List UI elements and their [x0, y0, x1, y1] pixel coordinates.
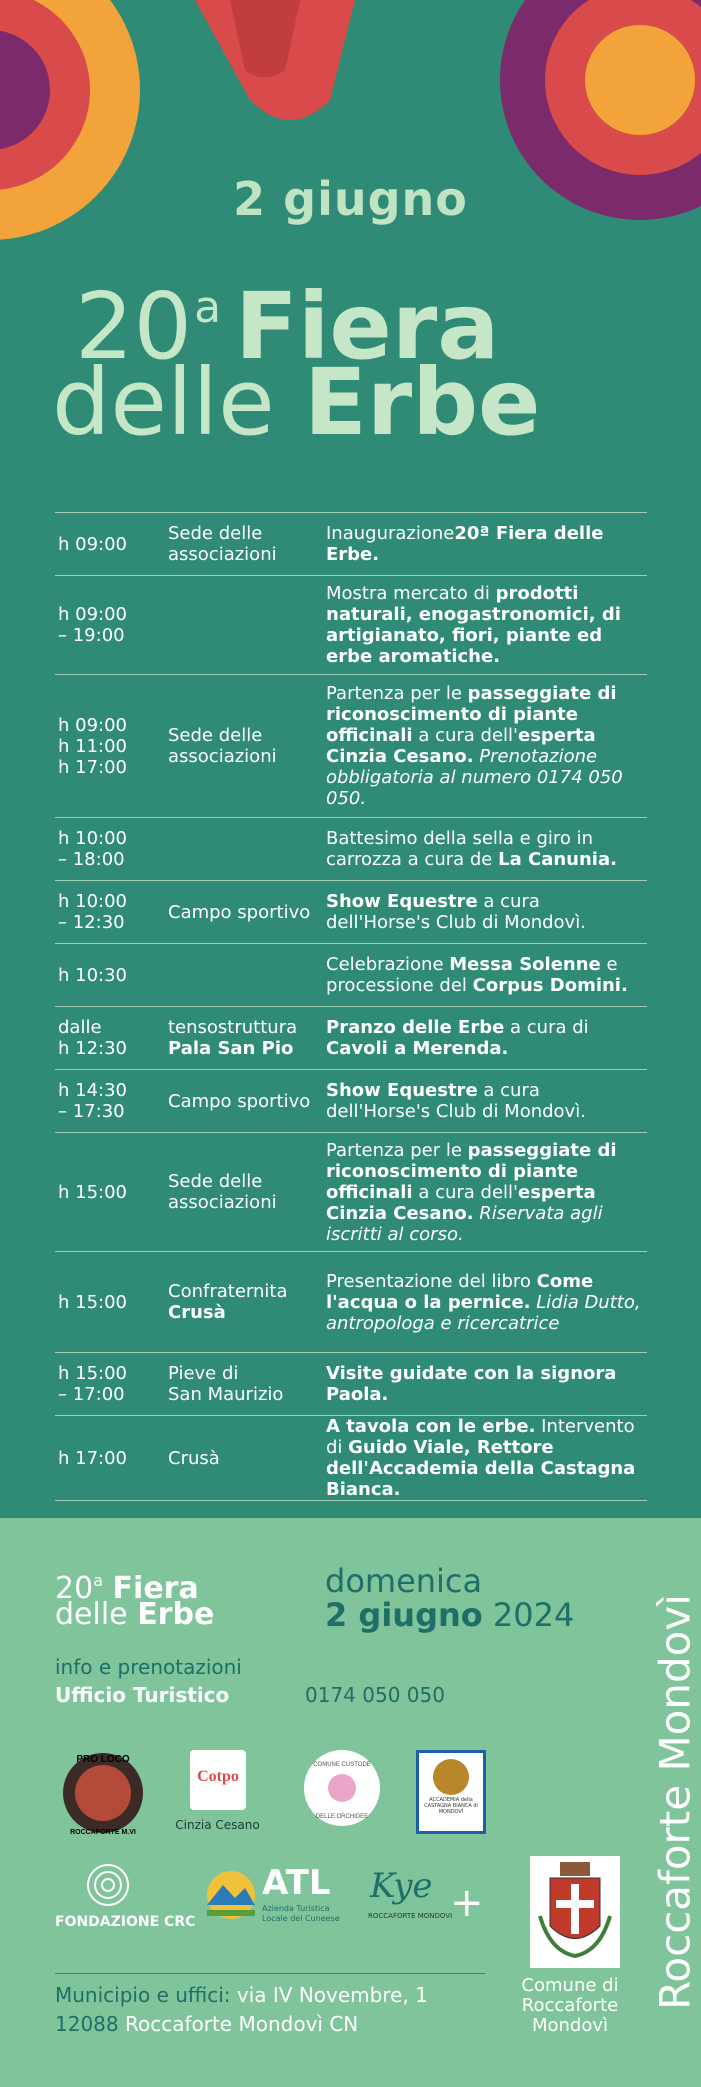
schedule-place: Sede delle associazioni: [168, 1171, 277, 1213]
footer-fiera-line2: delle Erbe: [55, 1597, 215, 1632]
schedule-description: Show Equestre a cura dell'Horse's Club di Mondovì.: [326, 891, 586, 933]
schedule-description: Partenza per le passeggiate di riconoscimento di piante officinali a cura dell'esperta Cinzia Cesano. Riservata agli iscritti al corso.: [326, 1139, 617, 1245]
title-line-1: 20$^a$ Fiera: [75, 273, 500, 380]
svg-text:ROCCAFORTE M.VI: ROCCAFORTE M.VI: [70, 1829, 136, 1836]
schedule-row: [55, 1415, 647, 1501]
schedule-place: Campo sportivo: [168, 1090, 311, 1112]
schedule-time: h 09:00 h 11:00 h 17:00: [58, 714, 128, 778]
phone-number: 0174 050 050: [305, 1683, 445, 1707]
tourist-office: Ufficio Turistico: [55, 1683, 230, 1707]
schedule-time: h 10:00 – 18:00: [58, 828, 128, 870]
schedule-description: Partenza per le passeggiate di riconoscimento di piante officinali a cura dell'esperta Cinzia Cesano. Prenotazione obbligatoria al numero 0174 050 050.: [326, 683, 623, 809]
schedule-place: Pieve di San Maurizio: [168, 1363, 284, 1405]
schedule-place: Sede delle associazioni: [168, 725, 277, 767]
footer-fiera-line1: 20$^a$ Fiera: [55, 1571, 199, 1606]
proloco-logo-icon: [58, 1748, 148, 1838]
info-label: info e prenotazioni: [55, 1655, 242, 1679]
schedule-table: [55, 512, 647, 1501]
schedule-time: h 14:30 – 17:30: [58, 1080, 128, 1122]
schedule-row: [55, 1132, 647, 1251]
schedule-row: [55, 1069, 647, 1132]
schedule-time: dalle h 12:30: [58, 1017, 128, 1059]
schedule-row: [55, 880, 647, 943]
footer-band: [0, 1518, 701, 2087]
footer-date: 2 giugno 2024: [325, 1596, 575, 1634]
schedule-time: h 15:00: [58, 1291, 128, 1313]
fondazione-logo-icon: [78, 1863, 138, 1913]
kye-logo: Kye: [370, 1866, 433, 1906]
schedule-time: h 10:00 – 12:30: [58, 891, 128, 933]
svg-text:DELLE ORCHIDEE: DELLE ORCHIDEE: [315, 1814, 369, 1820]
comune-caption: Comune di Roccaforte Mondovì: [521, 1975, 619, 2036]
schedule-row: [55, 1006, 647, 1069]
footer-divider: [55, 1973, 485, 1974]
schedule-description: Visite guidate con la signora Paola.: [326, 1363, 617, 1405]
comune-crest-icon: [530, 1856, 620, 1968]
schedule-time: h 15:00: [58, 1181, 128, 1203]
schedule-row: [55, 575, 647, 674]
plus-icon: +: [450, 1880, 484, 1926]
schedule-time: h 15:00 – 17:00: [58, 1363, 128, 1405]
schedule-time: h 09:00: [58, 533, 128, 555]
schedule-description: Show Equestre a cura dell'Horse's Club di Mondovì.: [326, 1080, 586, 1122]
schedule-description: A tavola con le erbe. Intervento di Guido Viale, Rettore dell'Accademia della Castagna Bianca.: [326, 1416, 636, 1500]
schedule-description: Battesimo della sella e giro in carrozza a cura de La Canunia.: [326, 828, 617, 870]
schedule-description: Presentazione del libro Come l'acqua o la pernice. Lidia Dutto, antropologa e ricercatrice: [326, 1270, 641, 1334]
orchidee-logo-icon: [300, 1746, 384, 1830]
schedule-place: Crusà: [168, 1447, 220, 1469]
schedule-time: h 17:00: [58, 1447, 128, 1469]
title-line-2: delle Erbe: [52, 349, 541, 456]
kye-sub: ROCCAFORTE MONDOVI: [368, 1912, 453, 1920]
flower-center-icon: [195, 0, 355, 120]
atl-label: ATL: [262, 1863, 331, 1903]
schedule-place: Campo sportivo: [168, 901, 311, 923]
cotpo-logo-icon: Cotpo: [190, 1750, 246, 1810]
schedule-row: [55, 1352, 647, 1415]
atl-logo-icon: [205, 1870, 257, 1920]
schedule-description: Mostra mercato di prodotti naturali, enogastronomici, di artigianato, fiori, piante ed erbe aromatiche.: [326, 583, 621, 667]
atl-sub: Azienda Turistica Locale del Cuneese: [262, 1904, 340, 1923]
schedule-row: [55, 1251, 647, 1352]
schedule-description: Pranzo delle Erbe a cura di Cavoli a Merenda.: [326, 1017, 589, 1059]
vertical-town-name: Roccaforte Mondovì: [650, 1594, 700, 2010]
schedule-place: Sede delle associazioni: [168, 523, 277, 565]
schedule-place: tensostruttura Pala San Pio: [168, 1017, 298, 1059]
event-date: 2 giugno: [233, 172, 468, 226]
svg-text:PRO LOCO: PRO LOCO: [76, 1754, 130, 1765]
svg-text:COMUNE CUSTODE: COMUNE CUSTODE: [313, 1762, 371, 1768]
schedule-row: [55, 512, 647, 575]
schedule-description: Inaugurazione20ª Fiera delle Erbe.: [326, 523, 604, 565]
schedule-time: h 09:00 – 19:00: [58, 604, 128, 646]
accademia-logo-icon: ACCADEMIA della CASTAGNA BIANCA di MONDOVÌ: [416, 1750, 486, 1834]
cinzia-caption: Cinzia Cesano: [175, 1818, 260, 1832]
schedule-row: [55, 817, 647, 880]
schedule-time: h 10:30: [58, 964, 128, 986]
footer-day: domenica: [325, 1562, 483, 1600]
schedule-row: [55, 674, 647, 817]
address-line-1: Municipio e uffici: via IV Novembre, 1: [55, 1983, 428, 2007]
schedule-place: Confraternita Crusà: [168, 1281, 288, 1323]
address-line-2: 12088 Roccaforte Mondovì CN: [55, 2012, 359, 2036]
schedule-description: Celebrazione Messa Solenne e processione del Corpus Domini.: [326, 954, 628, 996]
fondazione-label: FONDAZIONE CRC: [55, 1914, 196, 1930]
schedule-row: [55, 943, 647, 1006]
